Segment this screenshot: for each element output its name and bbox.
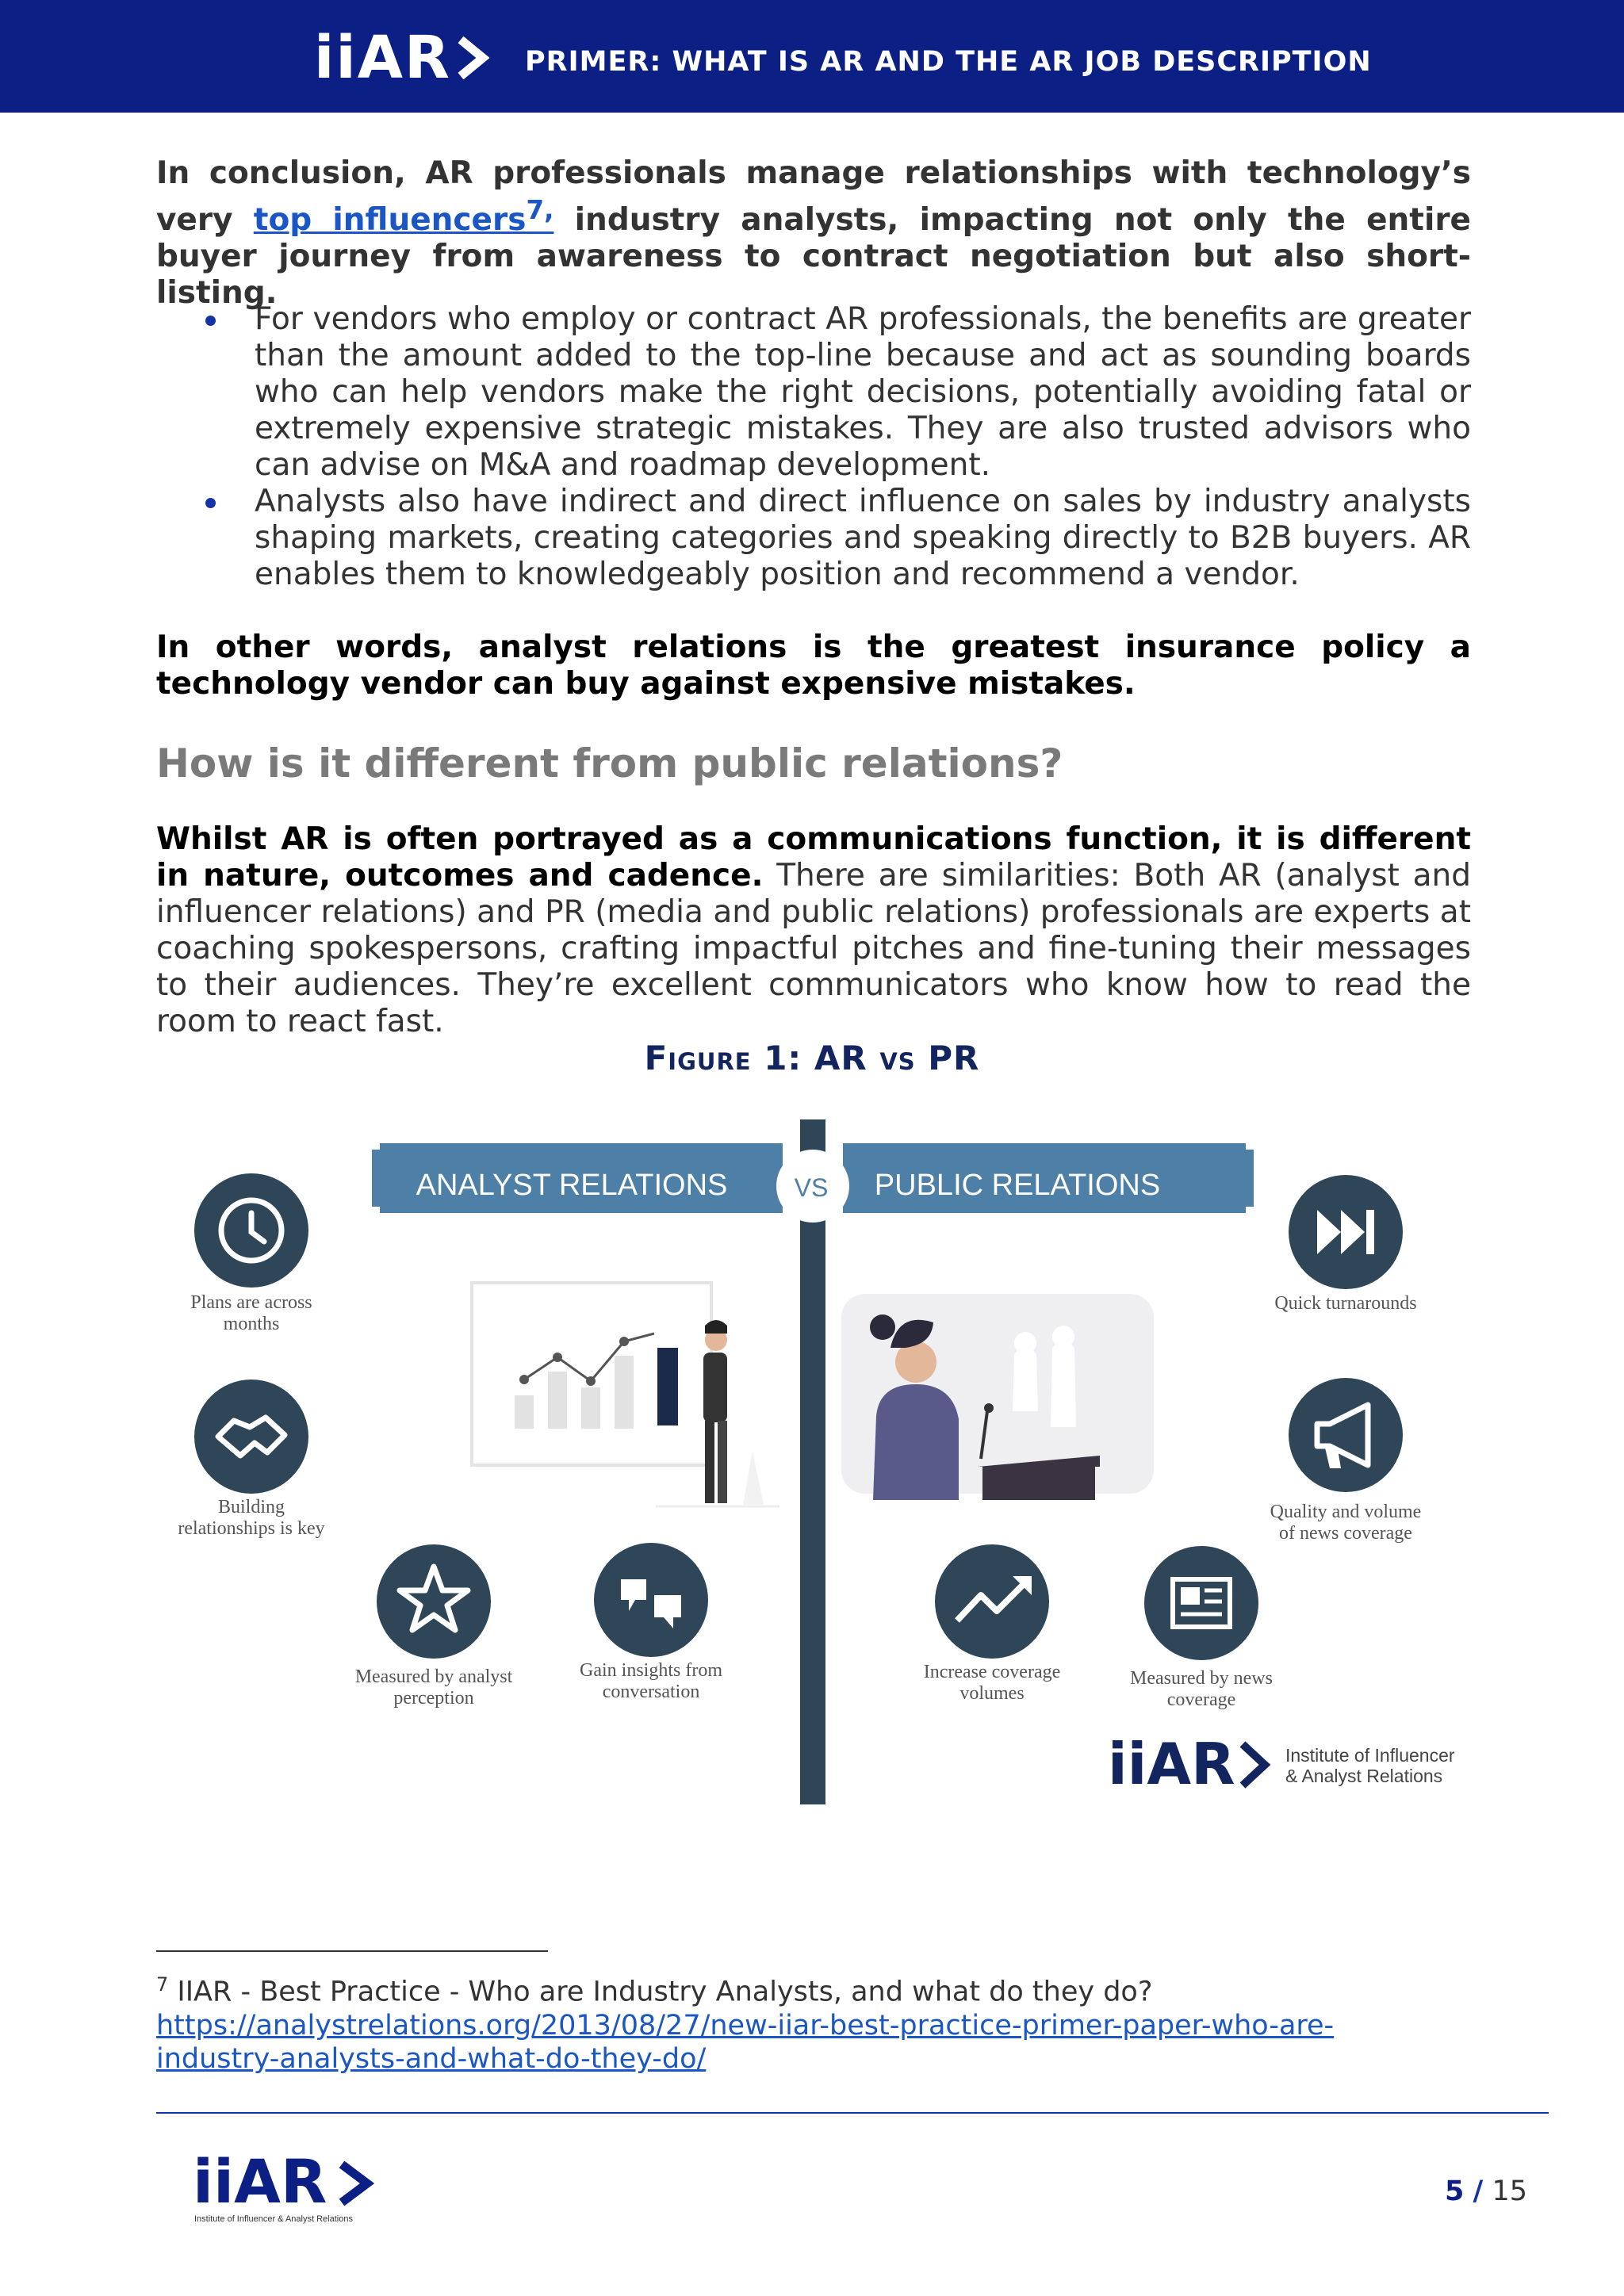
- section-heading: How is it different from public relations?: [156, 740, 1063, 786]
- footer-logo-text: iiAR: [193, 2149, 327, 2217]
- ar-measured-label: Measured by analyst perception: [354, 1667, 513, 1709]
- pr-measured-label: Measured by news coverage: [1130, 1668, 1273, 1710]
- clock-icon: [194, 1173, 308, 1288]
- trend-up-icon: [935, 1544, 1049, 1659]
- header-bar: [0, 0, 1624, 113]
- footnote-url-link[interactable]: [156, 2010, 1334, 2075]
- list-item-text: For vendors who employ or contract AR professionals, the benefits are greater than the amount added to the top-line because and act as sounding boards who can help vendors make the right decisions, potentially avoiding fatal or extremely expensive strategic mistakes. They are also trusted advisors who can advise on M&A and roadmap development.: [255, 301, 1471, 483]
- link-text: top influencers: [253, 202, 527, 238]
- megaphone-icon: [1289, 1378, 1403, 1492]
- footnote-ref: 7,: [526, 195, 554, 225]
- footer-logo-subtitle: Institute of Influencer & Analyst Relations: [194, 2214, 353, 2224]
- page-total: 15: [1492, 2175, 1527, 2207]
- speaker-illustration: [841, 1294, 1154, 1500]
- figure-logo-subtitle: Institute of Influencer & Analyst Relations: [1285, 1745, 1455, 1786]
- figure-logo-text: iiAR: [1108, 1731, 1235, 1797]
- footnote: [156, 1968, 1504, 2076]
- list-item: [156, 484, 1471, 593]
- header-title: PRIMER: WHAT IS AR AND THE AR JOB DESCRIPTION: [525, 46, 1372, 78]
- page-separator: /: [1473, 2175, 1484, 2207]
- summary-paragraph: In other words, analyst relations is the greatest insurance policy a technology vendor can buy against expensive mistakes.: [156, 629, 1471, 702]
- header-logo-text: iiAR: [314, 24, 451, 92]
- figure-title: Figure 1: AR vs PR: [644, 1039, 980, 1077]
- footnote-divider: [156, 1950, 548, 1952]
- bullet-icon: [205, 498, 216, 508]
- footnote-url-line-1: https://analystrelations.org/2013/08/27/new-iiar-best-practice-primer-paper-who-are-: [156, 2009, 1335, 2042]
- pr-increase-label: Increase coverage volumes: [923, 1662, 1061, 1704]
- top-influencers-link[interactable]: [253, 195, 554, 238]
- chevron-right-icon: [456, 30, 489, 86]
- star-icon: [377, 1544, 491, 1659]
- chevron-right-icon: [1243, 1744, 1265, 1785]
- benefits-list: [156, 301, 1471, 593]
- footer-divider: [156, 2112, 1549, 2114]
- pr-banner-label: PUBLIC RELATIONS: [874, 1169, 1161, 1202]
- ar-vs-pr-bold: Whilst AR is often portrayed as a communications function, it is different in nature, outcomes and cadence.: [156, 821, 1471, 894]
- footnote-text: IIAR - Best Practice - Who are Industry Analysts, and what do they do?: [168, 1976, 1153, 2008]
- vs-label: VS: [794, 1173, 829, 1202]
- bullet-icon: [205, 316, 216, 326]
- fast-forward-icon: [1289, 1175, 1403, 1289]
- ar-banner-label: ANALYST RELATIONS: [416, 1169, 728, 1202]
- analyst-illustration: [472, 1283, 779, 1506]
- ar-vs-pr-figure: [156, 1110, 1471, 1808]
- conversation-icon: [594, 1543, 708, 1657]
- footnote-number: 7: [156, 1973, 169, 1996]
- ar-insights-label: Gain insights from conversation: [580, 1660, 722, 1702]
- newspaper-icon: [1144, 1546, 1258, 1660]
- conclusion-paragraph: [156, 155, 1471, 312]
- chevron-right-icon: [342, 2164, 367, 2202]
- page-number: [1445, 2175, 1527, 2207]
- pr-quick-label: Quick turnarounds: [1274, 1293, 1417, 1314]
- footnote-url-line-2: industry-analysts-and-what-do-they-do/: [156, 2042, 707, 2075]
- pr-quality-label: Quality and volume of news coverage: [1270, 1502, 1422, 1544]
- header-logo: [314, 24, 489, 92]
- conclusion-text-2: industry analysts, impacting not only the entire buyer journey from awareness to contract negotiation but also short-listing.: [156, 202, 1472, 311]
- figure-logo: [1108, 1731, 1455, 1797]
- conclusion-text-1: In conclusion, AR professionals manage relationships with technology’s very: [156, 155, 1471, 238]
- handshake-icon: [194, 1380, 308, 1494]
- page-current: 5: [1445, 2175, 1465, 2207]
- list-item-text: Analysts also have indirect and direct influence on sales by industry analysts shaping markets, creating categories and speaking directly to B2B buyers. AR enables them to knowledgeably position and recommend a vendor.: [255, 484, 1471, 592]
- list-item: [156, 301, 1471, 484]
- ar-vs-pr-text: There are similarities: Both AR (analyst and influencer relations) and PR (media and public relations) professionals are experts at coaching spokespersons, crafting impactful pitches and fine-tuning their messages to their audiences. They’re excellent communicators who know how to read the room to react fast.: [156, 858, 1471, 1039]
- ar-plans-label: Plans are across months: [190, 1292, 312, 1334]
- ar-building-label: Building relationships is key: [178, 1497, 325, 1539]
- footer-logo: [193, 2149, 383, 2225]
- ar-vs-pr-paragraph: [156, 821, 1471, 1040]
